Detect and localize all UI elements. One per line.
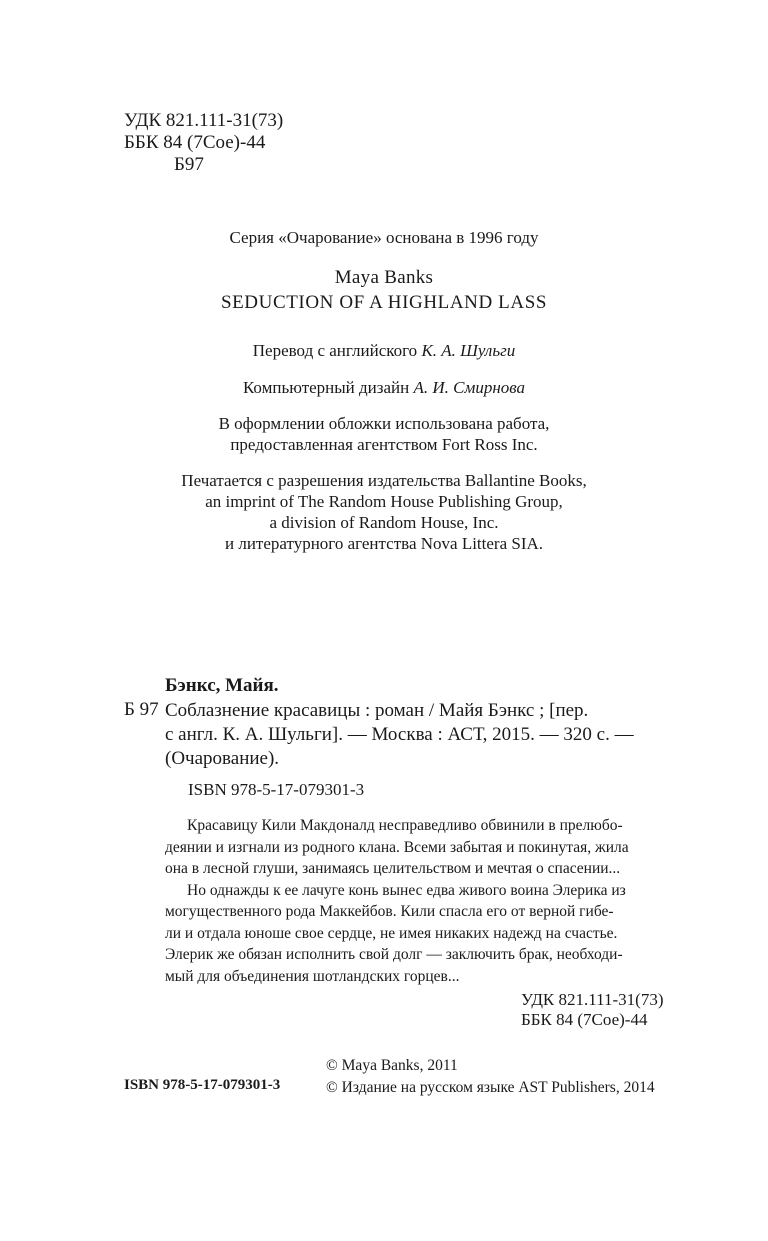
catalog-description-line: с англ. К. А. Шульги]. — Москва : АСТ, 2015. — 320 с. — (165, 724, 634, 745)
permission-line: Печатается с разрешения издательства Ballantine Books, (181, 471, 587, 490)
original-author: Maya Banks (334, 267, 434, 288)
cover-credit (0, 413, 768, 455)
bbk-code: ББК 84 (7Сое)-44 (124, 132, 266, 153)
annotation-line: Но однажды к ее лачуге конь вынес едва живого воина Элерика из (187, 881, 626, 899)
original-title: SEDUCTION OF A HIGHLAND LASS (220, 292, 548, 313)
udk-code: УДК 821.111-31(73) (124, 110, 284, 131)
annotation-line: мый для объединения шотландских горцев... (165, 967, 460, 985)
annotation-line: Красавицу Кили Макдоналд несправедливо обвинили в прелюбо- (187, 817, 623, 834)
footer-bbk: ББК 84 (7Сое)-44 (521, 1010, 648, 1029)
annotation-line: ли и отдала юноше свое сердце, не имея никаких надежд на счастье. (165, 924, 618, 942)
series-note: Серия «Очарование» основана в 1996 году (229, 228, 539, 247)
designer-label: Компьютерный дизайн (242, 378, 414, 397)
translator-credit (0, 340, 768, 361)
catalog-description-line: Соблазнение красавицы : роман / Майя Бэнкс ; [пер. (165, 700, 589, 721)
annotation-line: могущественного рода Маккейбов. Кили спасла его от верной гибе- (165, 903, 614, 920)
translator-name: К. А. Шульги (421, 341, 516, 360)
footer-isbn: ISBN 978-5-17-079301-3 (124, 1077, 281, 1093)
translator-label: Перевод с английского (252, 341, 422, 360)
header-classification (124, 110, 283, 176)
annotation-line: она в лесной глуши, занимаясь целительством и мечтая о спасении... (165, 860, 621, 877)
annotation-line: деянии и изгнали из родного клана. Всеми забытая и покинутая, жила (165, 838, 629, 856)
author-mark: Б97 (174, 154, 204, 175)
footer-classification (521, 990, 663, 1030)
copyright-block (326, 1055, 655, 1099)
designer-credit (0, 377, 768, 398)
annotation-line: Элерик же обязан исполнить свой долг — заключить брак, необходи- (165, 946, 623, 963)
catalog-isbn: ISBN 978-5-17-079301-3 (188, 780, 365, 799)
permission-notice (0, 470, 768, 554)
permission-line: a division of Random House, Inc. (269, 513, 499, 532)
catalog-code: Б 97 (124, 699, 159, 720)
designer-name: А. И. Смирнова (413, 378, 526, 397)
catalog-description (165, 699, 695, 771)
permission-line: и литературного агентства Nova Littera SIA. (224, 534, 544, 553)
annotation (165, 815, 685, 987)
copyright-original: © Maya Banks, 2011 (326, 1057, 458, 1074)
permission-line: an imprint of The Random House Publishing Group, (205, 492, 563, 511)
catalog-description-line: (Очарование). (165, 748, 280, 769)
copyright-translation: © Издание на русском языке AST Publishers, 2014 (326, 1079, 655, 1096)
catalog-author: Бэнкс, Майя. (165, 675, 279, 696)
cover-line: В оформлении обложки использована работа, (218, 414, 550, 433)
footer-udk: УДК 821.111-31(73) (521, 990, 664, 1009)
cover-line: предоставленная агентством Fort Ross Inc. (230, 435, 538, 454)
